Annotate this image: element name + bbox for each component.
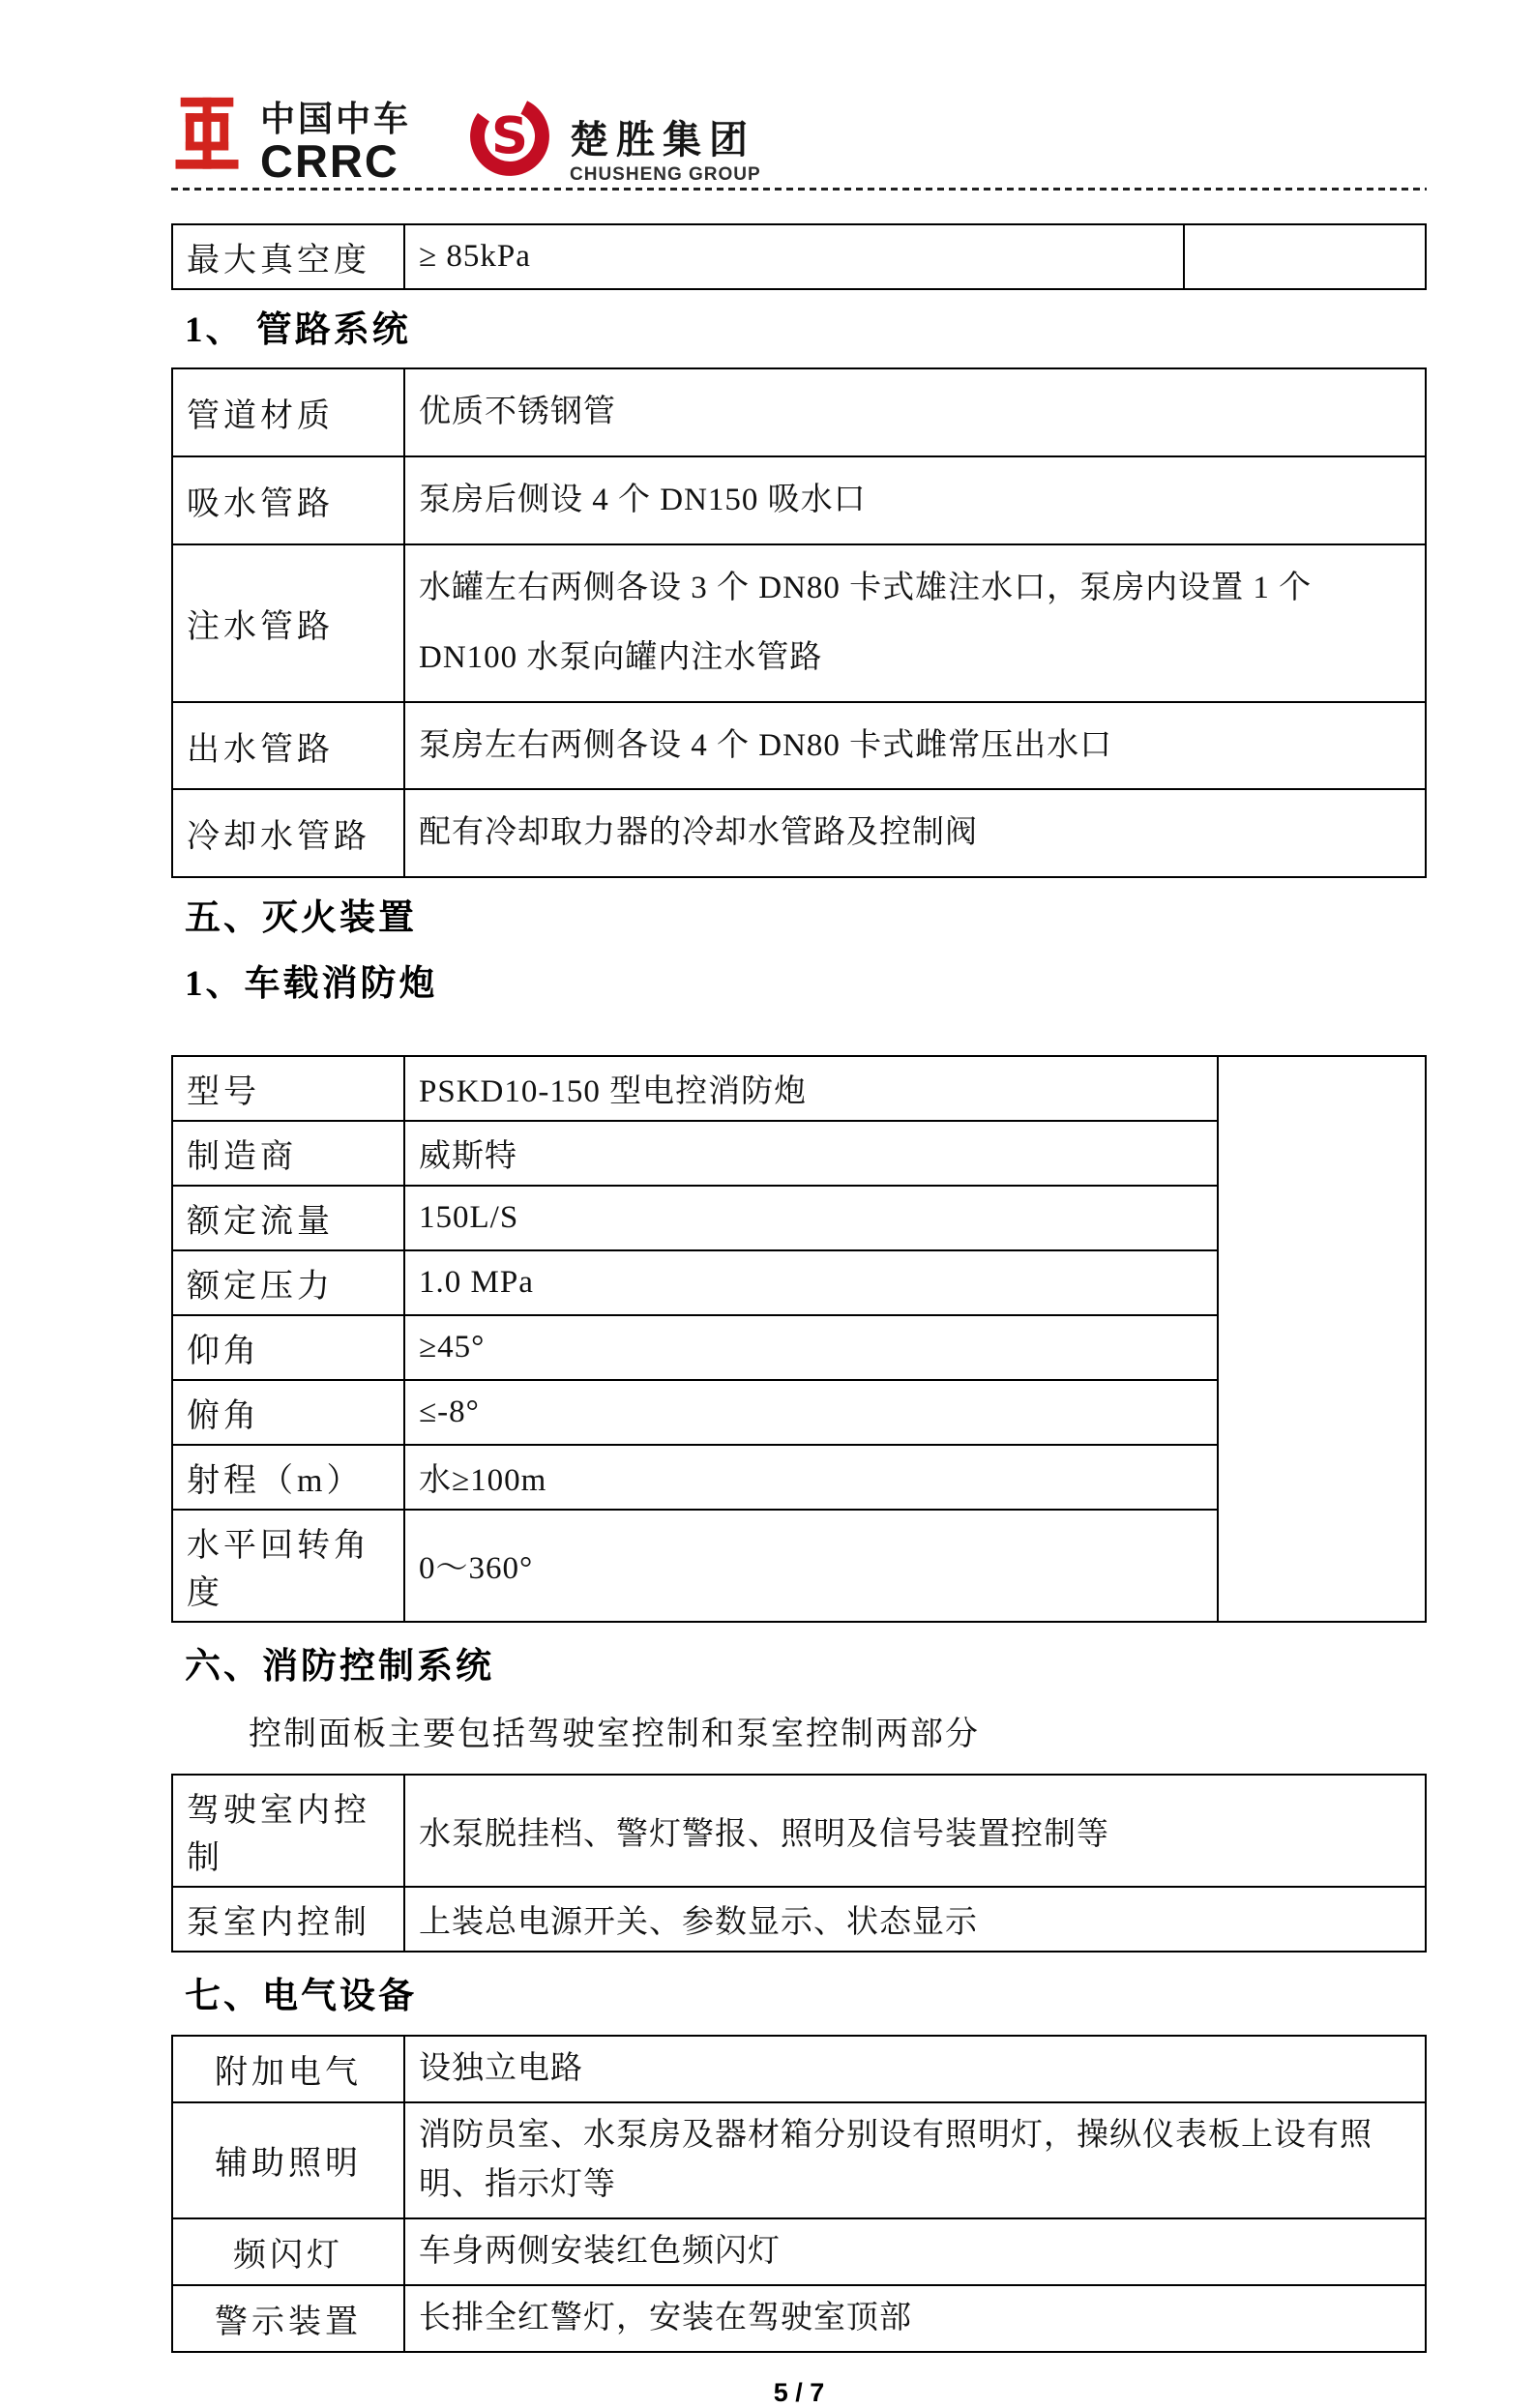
row-label: 泵室内控制 <box>187 1905 370 1942</box>
table-row <box>173 2101 1425 2217</box>
row-label: 冷却水管路 <box>187 819 370 856</box>
table-row <box>173 1509 1217 1621</box>
page-header <box>171 81 1427 187</box>
row-label: 最大真空度 <box>187 243 370 279</box>
vacuum-spec-table <box>171 223 1427 290</box>
row-label: 注水管路 <box>187 608 334 645</box>
row-label: 出水管路 <box>187 731 334 768</box>
table-row <box>173 788 1425 876</box>
row-value: 上装总电源开关、参数显示、状态显示 <box>403 1888 1425 1951</box>
section-heading-electrical: 七、电气设备 <box>185 1977 417 2017</box>
crrc-wordmark <box>260 99 412 187</box>
row-label: 水平回转角度 <box>187 1527 370 1611</box>
row-label: 制造商 <box>187 1138 297 1175</box>
row-label: 附加电气 <box>215 2054 362 2091</box>
table-row <box>173 1886 1425 1951</box>
table-row <box>173 1314 1217 1379</box>
table-row <box>173 543 1425 701</box>
crrc-logo-icon <box>171 86 243 184</box>
table-row <box>173 1379 1217 1444</box>
header-dotted-divider <box>171 188 1427 191</box>
pipe-system-table <box>171 367 1427 878</box>
section-heading-pipe-system: 1、 管路系统 <box>185 310 411 350</box>
row-value: 泵房后侧设 4 个 DN150 吸水口 <box>403 457 1425 543</box>
table-row <box>173 701 1425 789</box>
table-row <box>173 1249 1217 1314</box>
table-row <box>173 1057 1217 1120</box>
row-value: 泵房左右两侧各设 4 个 DN80 卡式雌常压出水口 <box>403 703 1425 789</box>
row-value: 设独立电路 <box>403 2037 1425 2101</box>
fire-monitor-table <box>171 1055 1427 1623</box>
row-label: 管道材质 <box>187 398 334 435</box>
crrc-latin-name: CRRC <box>260 135 399 187</box>
row-label: 辅助照明 <box>215 2146 362 2183</box>
section-heading-fire-control: 六、消防控制系统 <box>185 1646 494 1687</box>
row-label: 俯角 <box>187 1397 260 1434</box>
table-row <box>173 225 1183 288</box>
row-value: 配有冷却取力器的冷却水管路及控制阀 <box>403 790 1425 876</box>
row-label: 警示装置 <box>215 2305 362 2341</box>
empty-note-cell <box>1217 1057 1425 1621</box>
row-value: 威斯特 <box>403 1122 1011 1185</box>
chusheng-s-glyph: S <box>491 106 529 166</box>
page-number: 5 / 7 <box>773 2378 825 2408</box>
row-value: 水≥100m <box>403 1446 1011 1509</box>
row-value: PSKD10-150 型电控消防炮 <box>403 1057 1011 1120</box>
table-row <box>173 2217 1425 2284</box>
empty-note-cell <box>1183 225 1425 288</box>
chusheng-wordmark <box>570 121 761 184</box>
subsection-heading-fire-monitor: 1、车载消防炮 <box>185 964 438 1005</box>
crrc-chinese-name: 中国中车 <box>260 99 412 138</box>
chusheng-chinese-name: 楚胜集团 <box>570 119 756 162</box>
control-intro-text: 控制面板主要包括驾驶室控制和泵室控制两部分 <box>249 1717 980 1753</box>
row-value: ≥45° <box>403 1316 1011 1379</box>
control-table <box>171 1774 1427 1953</box>
table-row <box>173 2284 1425 2351</box>
row-value: 长排全红警灯，安装在驾驶室顶部 <box>403 2286 1425 2351</box>
table-row <box>173 455 1425 543</box>
electrical-table <box>171 2035 1427 2354</box>
row-value: 水泵脱挂档、警灯警报、照明及信号装置控制等 <box>403 1776 1425 1886</box>
table-row <box>173 1444 1217 1509</box>
table-row <box>173 1776 1425 1886</box>
table-row <box>173 2037 1425 2101</box>
row-label: 额定流量 <box>187 1203 334 1240</box>
row-value: 消防员室、水泵房及器材箱分别设有照明灯，操纵仪表板上设有照明、指示灯等 <box>403 2103 1425 2217</box>
row-value: 1.0 MPa <box>403 1251 1011 1314</box>
row-value: ≥ 85kPa <box>403 225 943 288</box>
row-label: 射程（m） <box>187 1462 364 1499</box>
row-value: 车身两侧安装红色频闪灯 <box>403 2219 1425 2284</box>
row-label: 频闪灯 <box>233 2238 343 2275</box>
row-label: 型号 <box>187 1073 260 1110</box>
table-row <box>173 1120 1217 1185</box>
table-row <box>173 369 1425 455</box>
chusheng-latin-name: CHUSHENG GROUP <box>570 164 761 185</box>
row-label: 仰角 <box>187 1333 260 1369</box>
row-value: 优质不锈钢管 <box>403 369 1425 455</box>
row-label: 驾驶室内控制 <box>187 1793 370 1877</box>
row-value: 150L/S <box>403 1187 1011 1249</box>
row-value: 水罐左右两侧各设 3 个 DN80 卡式雄注水口，泵房内设置 1 个 DN100 水泵向罐内注水管路 <box>403 545 1425 701</box>
row-label: 额定压力 <box>187 1268 334 1305</box>
row-value: ≤-8° <box>403 1381 1011 1444</box>
chusheng-logo-icon <box>467 94 552 184</box>
row-label: 吸水管路 <box>187 485 334 522</box>
table-row <box>173 1185 1217 1249</box>
section-heading-extinguishing: 五、灭火装置 <box>185 897 417 938</box>
row-value: 0～360° <box>403 1511 1011 1621</box>
